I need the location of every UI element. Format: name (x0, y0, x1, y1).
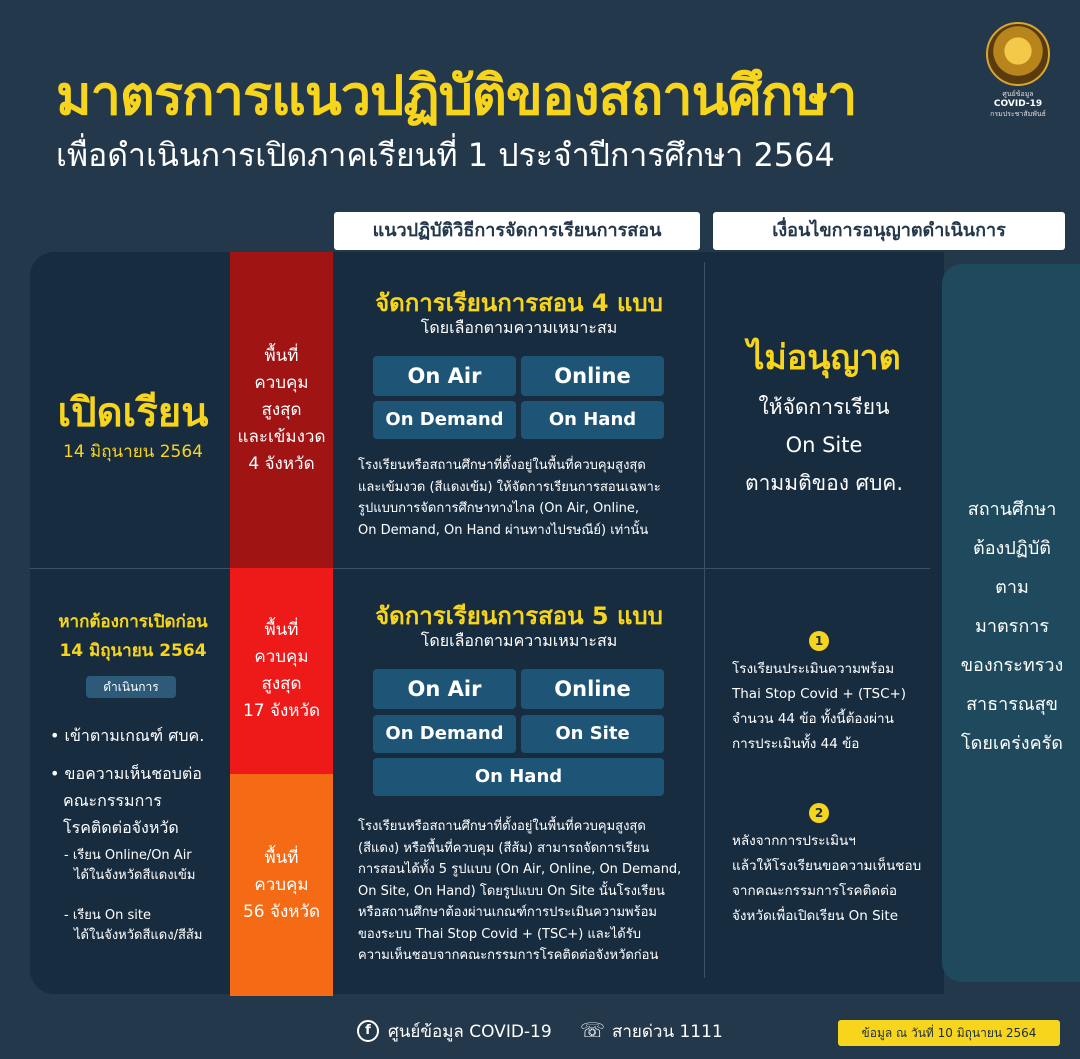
sub-bullet-online-2: ได้ในจังหวัดสีแดงเข้ม (74, 868, 196, 883)
column-header-teaching: แนวปฏิบัติวิธีการจัดการเรียนการสอน (334, 212, 700, 250)
zone-label: สูงสุด (261, 399, 302, 420)
zone-max-control (230, 568, 333, 774)
phone-icon: ☏ (580, 1018, 606, 1042)
desc-line: หรือสถานศึกษาต้องผ่านเกณฑ์การประเมินความพร้อม (358, 905, 657, 920)
action-badge: ดำเนินการ (86, 676, 176, 698)
not-allowed-label: ไม่อนุญาต (747, 338, 901, 378)
data-date-badge: ข้อมูล ณ วันที่ 10 มิถุนายน 2564 (838, 1020, 1060, 1046)
row-divider (30, 568, 930, 569)
sub-bullet-onsite-2: ได้ในจังหวัดสีแดง/สีส้ม (74, 928, 203, 943)
zone-label: และเข้มงวด (237, 426, 326, 447)
desc-line: On Demand, On Hand ผ่านทางไปรษณีย์) เท่านั้น (358, 522, 649, 538)
section-1-subtitle: โดยเลือกตามความเหมาะสม (420, 318, 618, 337)
sub-bullet-online: - เรียน Online/On Air (64, 848, 192, 863)
step-1-text (732, 657, 942, 757)
desc-line: (สีแดง) หรือพื้นที่ควบคุม (สีส้ม) สามารถจัดการเรียน (358, 840, 650, 856)
compliance-line: สถานศึกษา (967, 499, 1057, 520)
mode-on-demand: On Demand (373, 401, 516, 439)
desc-line: และเข้มงวด (สีแดงเข้ม) ให้จัดการเรียนการสอนเฉพาะ (358, 479, 661, 495)
step-line: Thai Stop Covid + (TSC+) (732, 686, 907, 702)
step-line: หลังจากการประเมินฯ (732, 833, 856, 849)
sub-bullet-onsite: - เรียน On site (64, 908, 151, 923)
step-line: การประเมินทั้ง 44 ข้อ (732, 736, 860, 752)
early-open-line-2: 14 มิถุนายน 2564 (59, 641, 207, 661)
zone-strict-control (230, 252, 333, 568)
mode-on-hand: On Hand (521, 401, 664, 439)
column-header-conditions: เงื่อนไขการอนุญาตดำเนินการ (713, 212, 1065, 250)
zone-count: 17 จังหวัด (242, 701, 321, 721)
compliance-line: ตาม (995, 577, 1029, 598)
mode-online: Online (521, 356, 664, 396)
page-title: มาตรการแนวปฏิบัติของสถานศึกษา (56, 64, 857, 127)
covid-center-logo (978, 22, 1058, 122)
compliance-line: ต้องปฏิบัติ (973, 538, 1051, 559)
desc-line: การสอนได้ทั้ง 5 รูปแบบ (On Air, Online, On Demand, (358, 862, 682, 877)
zone-label: พื้นที่ (264, 620, 299, 640)
zone-control (230, 774, 333, 996)
zone-count: 4 จังหวัด (248, 453, 315, 474)
logo-line-1: ศูนย์ข้อมูล (1002, 90, 1034, 98)
desc-line: รูปแบบการจัดการศึกษาทางไกล (On Air, Online, (358, 501, 640, 516)
compliance-line: สาธารณสุข (966, 694, 1058, 715)
step-line: จังหวัดเพื่อเปิดเรียน On Site (732, 908, 899, 924)
mode-on-air: On Air (373, 669, 516, 709)
desc-line: ความเห็นชอบจากคณะกรรมการโรคติดต่อจังหวัดก่อน (358, 948, 659, 963)
facebook-icon: f (357, 1020, 379, 1042)
footer-hotline: สายด่วน 1111 (612, 1022, 723, 1042)
section-2-subtitle: โดยเลือกตามความเหมาะสม (420, 631, 618, 650)
section-2-description (358, 816, 688, 967)
desc-line: โรงเรียนหรือสถานศึกษาที่ตั้งอยู่ในพื้นที่ควบคุมสูงสุด (358, 458, 646, 473)
zone-label: สูงสุด (261, 674, 302, 694)
step-line: โรงเรียนประเมินความพร้อม (732, 661, 895, 677)
section-1-title: จัดการเรียนการสอน 4 แบบ (375, 289, 663, 317)
zone-count: 56 จังหวัด (242, 901, 321, 922)
zone-label: พื้นที่ (264, 847, 299, 868)
column-divider (704, 262, 705, 978)
bullet-approval-2: คณะกรรมการ (63, 791, 162, 810)
mode-on-site: On Site (521, 715, 664, 753)
desc-line: ของระบบ Thai Stop Covid + (TSC+) และได้รับ (358, 926, 641, 942)
mode-on-hand: On Hand (373, 758, 664, 796)
compliance-line: โดยเคร่งครัด (961, 733, 1063, 754)
not-allowed-description (706, 388, 942, 502)
footer-facebook-text: ศูนย์ข้อมูล COVID-19 (388, 1022, 552, 1042)
not-allowed-line: ให้จัดการเรียน (758, 395, 890, 419)
logo-line-3: กรมประชาสัมพันธ์ (990, 110, 1046, 118)
mode-online: Online (521, 669, 664, 709)
desc-line: โรงเรียนหรือสถานศึกษาที่ตั้งอยู่ในพื้นที่ควบคุมสูงสุด (358, 819, 646, 834)
step-line: จากคณะกรรมการโรคติดต่อ (732, 883, 897, 899)
bullet-approval-1: • ขอความเห็นชอบต่อ (50, 764, 202, 783)
step-2-number: 2 (809, 803, 829, 823)
zone-label: พื้นที่ (264, 345, 299, 366)
step-2-text (732, 829, 942, 929)
early-open-line-1: หากต้องการเปิดก่อน (58, 612, 208, 632)
step-line: จำนวน 44 ข้อ ทั้งนี้ต้องผ่าน (732, 711, 894, 727)
section-1-description (358, 455, 688, 541)
not-allowed-line: ตามมติของ ศบค. (744, 471, 904, 495)
early-open-title (36, 608, 230, 666)
mode-on-air: On Air (373, 356, 516, 396)
mode-on-demand: On Demand (373, 715, 516, 753)
step-line: แล้วให้โรงเรียนขอความเห็นชอบ (732, 858, 922, 874)
not-allowed-line: On Site (785, 433, 863, 457)
page-subtitle: เพื่อดำเนินการเปิดภาคเรียนที่ 1 ประจำปีการศึกษา 2564 (56, 136, 835, 174)
step-1-number: 1 (809, 631, 829, 651)
zone-label: ควบคุม (254, 874, 309, 895)
zone-label: ควบคุม (254, 372, 309, 393)
compliance-line: ของกระทรวง (960, 655, 1064, 676)
bullet-criteria: • เข้าตามเกณฑ์ ศบค. (50, 726, 205, 745)
logo-line-2: COVID-19 (993, 99, 1043, 109)
bullet-approval-3: โรคติดต่อจังหวัด (63, 818, 179, 837)
desc-line: On Site, On Hand) โดยรูปแบบ On Site นั้นโรงเรียน (358, 883, 665, 899)
section-2-title: จัดการเรียนการสอน 5 แบบ (375, 602, 663, 630)
compliance-note (944, 490, 1080, 763)
emblem-icon (986, 22, 1050, 86)
open-school-date: 14 มิถุนายน 2564 (63, 442, 203, 462)
open-school-label: เปิดเรียน (57, 390, 209, 436)
compliance-line: มาตรการ (974, 616, 1049, 637)
zone-label: ควบคุม (254, 647, 309, 667)
